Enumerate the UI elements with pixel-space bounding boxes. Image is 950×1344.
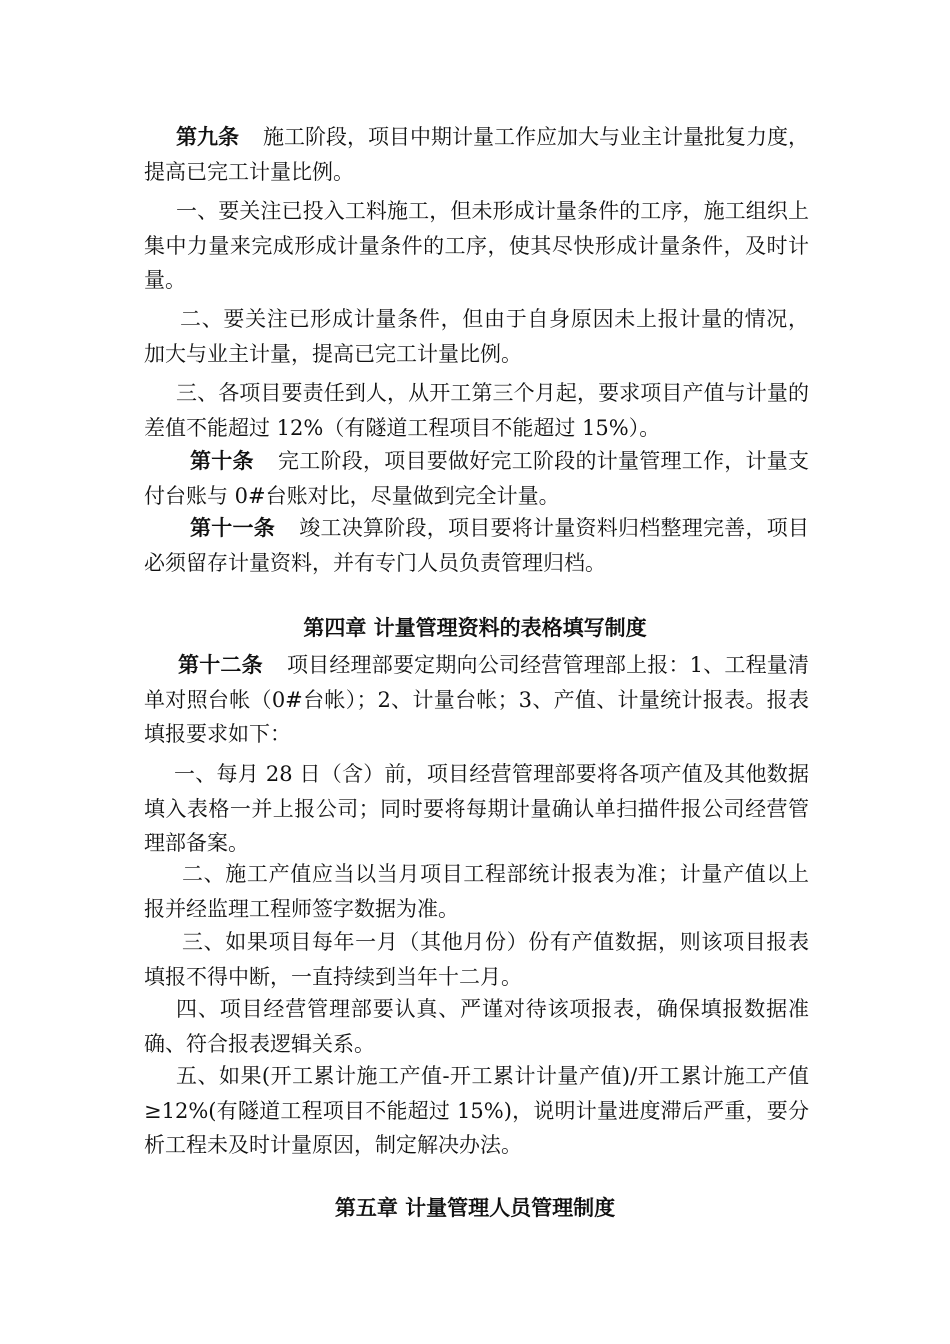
article-12-label: 第十二条 xyxy=(178,652,263,677)
article-9-item-2: 二、要关注已形成计量条件，但由于自身原因未上报计量的情况，加大与业主计量，提高已完工计量比例。 xyxy=(144,307,809,366)
article-10-label: 第十条 xyxy=(190,448,254,473)
article-12-item-1: 一、每月 28 日（含）前，项目经营管理部要将各项产值及其他数据填入表格一并上报公司；同时要将每期计量确认单扫描件报公司经营管理部备案。 xyxy=(144,762,809,855)
article-9-label: 第九条 xyxy=(176,124,239,149)
article-12-item-2: 二、施工产值应当以当月项目工程部统计报表为准；计量产值以上报并经监理工程师签字数据为准。 xyxy=(144,862,809,921)
article-11-label: 第十一条 xyxy=(190,515,275,540)
article-11-text: 竣工决算阶段，项目要将计量资料归档整理完善，项目必须留存计量资料，并有专门人员负责管理归档。 xyxy=(144,516,809,575)
article-12-item-5: 五、如果(开工累计施工产值-开工累计计量产值)/开工累计施工产值≥12%(有隧道工程项目不能超过 15%)，说明计量进度滞后严重，要分析工程未及时计量原因，制定解决办法。 xyxy=(144,1064,809,1157)
article-10 xyxy=(144,444,809,513)
article-11 xyxy=(144,511,809,580)
article-10-text: 完工阶段，项目要做好完工阶段的计量管理工作，计量支付台账与 0#台账对比，尽量做到完全计量。 xyxy=(144,449,809,508)
article-12 xyxy=(144,648,809,752)
article-12-item-3: 三、如果项目每年一月（其他月份）份有产值数据，则该项目报表填报不得中断，一直持续到当年十二月。 xyxy=(144,930,809,989)
article-12-item-4: 四、项目经营管理部要认真、严谨对待该项报表，确保填报数据准确、符合报表逻辑关系。 xyxy=(144,997,809,1056)
chapter-5-heading: 第五章 计量管理人员管理制度 xyxy=(334,1195,616,1220)
article-12-text: 项目经理部要定期向公司经营管理部上报：1、工程量清单对照台帐（0#台帐）；2、计量台帐；3、产值、计量统计报表。报表填报要求如下： xyxy=(144,653,810,746)
chapter-4-heading: 第四章 计量管理资料的表格填写制度 xyxy=(303,615,647,640)
article-9-item-3: 三、各项目要责任到人，从开工第三个月起，要求项目产值与计量的差值不能超过 12%（有隧道工程项目不能超过 15%）。 xyxy=(144,381,809,440)
article-9-item-1: 一、要关注已投入工料施工，但未形成计量条件的工序，施工组织上集中力量来完成形成计量条件的工序，使其尽快形成计量条件，及时计量。 xyxy=(144,199,809,292)
article-9-text: 施工阶段，项目中期计量工作应加大与业主计量批复力度，提高已完工计量比例。 xyxy=(144,125,809,184)
article-9 xyxy=(144,120,809,189)
